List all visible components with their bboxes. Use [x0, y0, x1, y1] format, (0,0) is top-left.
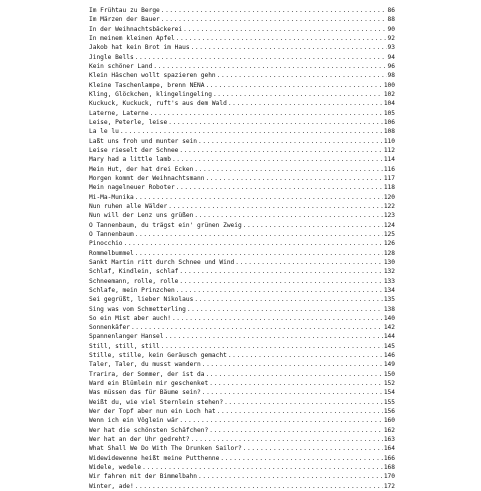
- toc-entry-title: Sankt Martin ritt durch Schnee und Wind: [89, 258, 235, 266]
- toc-entry: [89, 277, 395, 286]
- toc-entry: [89, 62, 395, 71]
- dot-leader: [194, 211, 383, 220]
- toc-entry-title: Wer hat an der Uhr gedreht?: [89, 436, 190, 444]
- toc-entry-title: Nun ruhen alle Wälder: [89, 202, 168, 210]
- toc-entry: [89, 388, 395, 397]
- toc-entry-page-number: 154: [383, 389, 395, 397]
- toc-entry-title: What Shall We Do With The Drunken Sailor?: [89, 445, 242, 453]
- toc-entry-page-number: 132: [383, 268, 395, 276]
- toc-entry-page-number: 162: [383, 426, 395, 434]
- toc-entry-page-number: 93: [387, 44, 395, 52]
- dot-leader: [235, 258, 383, 267]
- toc-entry-title: Ward ein Blümlein mir geschenket: [89, 380, 209, 388]
- toc-entry-title: Wenn ich ein Vöglein wär: [89, 417, 179, 425]
- toc-entry: [89, 183, 395, 192]
- toc-entry-page-number: 168: [383, 464, 395, 472]
- toc-entry-title: In der Weihnachtsbäckerei: [89, 25, 183, 33]
- dot-leader: [224, 398, 383, 407]
- toc-entry-page-number: 150: [383, 370, 395, 378]
- toc-entry: [89, 249, 395, 258]
- toc-entry-title: Klein Häschen wollt spazieren gehn: [89, 72, 216, 80]
- toc-entry-page-number: 100: [383, 81, 395, 89]
- dot-leader: [161, 6, 387, 15]
- dot-leader: [194, 165, 383, 174]
- toc-entry: [89, 360, 395, 369]
- toc-entry-title: Laßt uns froh und munter sein: [89, 137, 198, 145]
- toc-entry-page-number: 96: [387, 62, 395, 70]
- toc-entry-page-number: 152: [383, 380, 395, 388]
- toc-entry-title: Stille, stille, kein Geräusch gemacht: [89, 352, 227, 360]
- dot-leader: [161, 15, 387, 24]
- toc-entry: [89, 258, 395, 267]
- dot-leader: [194, 295, 383, 304]
- toc-entry-page-number: 88: [387, 16, 395, 24]
- toc-entry-page-number: 138: [383, 305, 395, 313]
- toc-entry-title: Mein nagelneuer Roboter: [89, 184, 175, 192]
- toc-entry: [89, 463, 395, 472]
- dot-leader: [202, 388, 383, 397]
- toc-entry-page-number: 163: [383, 436, 395, 444]
- dot-leader: [135, 193, 383, 202]
- toc-entry-title: Kling, Glöckchen, klingelingeling: [89, 90, 212, 98]
- toc-entry: [89, 193, 395, 202]
- dot-leader: [205, 81, 382, 90]
- toc-entry: [89, 146, 395, 155]
- dot-leader: [228, 99, 383, 108]
- toc-entry: [89, 323, 395, 332]
- toc-entry-title: Taler, Taler, du musst wandern: [89, 361, 201, 369]
- toc-entry: [89, 99, 395, 108]
- dot-leader: [217, 71, 387, 80]
- toc-entry-page-number: 124: [383, 221, 395, 229]
- dot-leader: [135, 53, 387, 62]
- toc-entry-page-number: 98: [387, 72, 395, 80]
- toc-entry-page-number: 104: [383, 100, 395, 108]
- toc-entry-page-number: 110: [383, 137, 395, 145]
- dot-leader: [124, 239, 383, 248]
- toc-entry-page-number: 123: [383, 212, 395, 220]
- toc-entry: [89, 6, 395, 15]
- dot-leader: [135, 230, 383, 239]
- toc-entry-page-number: 120: [383, 193, 395, 201]
- toc-entry: [89, 239, 395, 248]
- toc-entry-page-number: 117: [383, 174, 395, 182]
- dot-leader: [179, 146, 382, 155]
- dot-leader: [243, 221, 383, 230]
- dot-leader: [202, 360, 383, 369]
- toc-entry-page-number: 135: [383, 296, 395, 304]
- dot-leader: [165, 332, 383, 341]
- toc-entry: [89, 426, 395, 435]
- toc-entry-page-number: 166: [383, 454, 395, 462]
- toc-entry: [89, 137, 395, 146]
- dot-leader: [179, 267, 382, 276]
- toc-entry-page-number: 114: [383, 156, 395, 164]
- toc-entry: [89, 435, 395, 444]
- toc-entry: [89, 407, 395, 416]
- dot-leader: [209, 379, 383, 388]
- toc-entry-title: Jingle Bells: [89, 53, 134, 61]
- toc-entry: [89, 314, 395, 323]
- toc-entry: [89, 43, 395, 52]
- toc-entry-page-number: 118: [383, 184, 395, 192]
- dot-leader: [213, 90, 383, 99]
- dot-leader: [191, 435, 383, 444]
- dot-leader: [153, 62, 386, 71]
- dot-leader: [176, 183, 383, 192]
- toc-entry-page-number: 156: [383, 408, 395, 416]
- toc-entry: [89, 90, 395, 99]
- toc-entry: [89, 165, 395, 174]
- toc-entry-title: Laterne, Laterne: [89, 109, 149, 117]
- toc-entry-title: Sonnenkäfer: [89, 324, 130, 332]
- toc-entry: [89, 267, 395, 276]
- toc-entry-title: Schlafe, mein Prinzchen: [89, 286, 175, 294]
- dot-leader: [168, 118, 383, 127]
- toc-entry: [89, 34, 395, 43]
- toc-entry-title: La le lu: [89, 128, 119, 136]
- toc-entry: [89, 15, 395, 24]
- toc-entry-title: In meinem kleinen Apfel: [89, 34, 175, 42]
- dot-leader: [228, 351, 383, 360]
- dot-leader: [220, 454, 382, 463]
- toc-entry-page-number: 142: [383, 324, 395, 332]
- toc-entry: [89, 109, 395, 118]
- dot-leader: [209, 426, 383, 435]
- toc-entry: [89, 416, 395, 425]
- dot-leader: [176, 34, 387, 43]
- toc-entry-title: Wer hat die schönsten Schäfchen?: [89, 426, 209, 434]
- dot-leader: [179, 277, 382, 286]
- toc-entry: [89, 127, 395, 136]
- toc-entry: [89, 351, 395, 360]
- toc-entry-page-number: 133: [383, 277, 395, 285]
- toc-entry-title: Mary had a little lamb: [89, 156, 171, 164]
- dot-leader: [135, 249, 383, 258]
- toc-entry-title: Rommelbummel: [89, 249, 134, 257]
- toc-entry-page-number: 134: [383, 286, 395, 294]
- dot-leader: [191, 43, 387, 52]
- toc-entry-title: So ein Mist aber auch!: [89, 314, 171, 322]
- toc-entry: [89, 221, 395, 230]
- toc-entry-title: Nun will der Lenz uns grüßen: [89, 212, 194, 220]
- toc-entry-title: Kleine Taschenlampe, brenn NENA: [89, 81, 205, 89]
- dot-leader: [187, 305, 383, 314]
- toc-entry: [89, 71, 395, 80]
- toc-entry-page-number: 126: [383, 240, 395, 248]
- toc-entry-page-number: 86: [387, 7, 395, 14]
- toc-entry-title: Leise rieselt der Schnee: [89, 146, 179, 154]
- toc-entry-page-number: 130: [383, 258, 395, 266]
- toc-entry-page-number: 140: [383, 314, 395, 322]
- toc-entry-title: Weißt du, wie viel Sternlein stehen?: [89, 398, 224, 406]
- toc-entry-title: Mein Hut, der hat drei Ecken: [89, 165, 194, 173]
- toc-entry-title: Trarira, der Sommer, der ist da: [89, 370, 205, 378]
- dot-leader: [168, 202, 383, 211]
- toc-entry-page-number: 94: [387, 53, 395, 61]
- dot-leader: [198, 472, 383, 481]
- toc-entry-title: Kuckuck, Kuckuck, ruft's aus dem Wald: [89, 100, 227, 108]
- toc-entry: [89, 295, 395, 304]
- toc-entry-title: Sing was vom Schmetterling: [89, 305, 186, 313]
- toc-entry-title: Schlaf, Kindlein, schlaf: [89, 268, 179, 276]
- toc-entry: [89, 398, 395, 407]
- toc-entry: [89, 174, 395, 183]
- table-of-contents: [89, 6, 395, 491]
- toc-entry-page-number: 170: [383, 473, 395, 481]
- toc-entry-title: Still, still, still: [89, 342, 160, 350]
- toc-entry-title: Winter, ade!: [89, 482, 134, 490]
- dot-leader: [198, 137, 383, 146]
- toc-entry-page-number: 105: [383, 109, 395, 117]
- dot-leader: [243, 444, 383, 453]
- dot-leader: [135, 482, 383, 491]
- dot-leader: [120, 127, 383, 136]
- toc-entry-page-number: 144: [383, 333, 395, 341]
- toc-entry-page-number: 112: [383, 146, 395, 154]
- toc-entry-title: Im Märzen der Bauer: [89, 16, 160, 24]
- toc-entry-title: Morgen kommt der Weihnachtsmann: [89, 174, 205, 182]
- toc-entry-title: O Tannenbaum: [89, 230, 134, 238]
- toc-entry-title: Im Frühtau zu Berge: [89, 7, 160, 14]
- toc-entry: [89, 53, 395, 62]
- toc-entry: [89, 25, 395, 34]
- toc-entry-title: Was müssen das für Bäume sein?: [89, 389, 201, 397]
- toc-entry: [89, 81, 395, 90]
- toc-entry-title: Pinocchio: [89, 240, 123, 248]
- dot-leader: [172, 155, 383, 164]
- toc-entry: [89, 286, 395, 295]
- toc-entry: [89, 211, 395, 220]
- toc-entry-title: Kein schöner Land: [89, 62, 153, 70]
- toc-entry-title: Jakob hat kein Brot im Haus: [89, 44, 190, 52]
- dot-leader: [176, 286, 383, 295]
- toc-entry: [89, 202, 395, 211]
- toc-entry: [89, 332, 395, 341]
- toc-entry-title: Wir fahren mit der Bimmelbahn: [89, 473, 198, 481]
- toc-entry-title: Wer der Topf aber nun ein Loch hat: [89, 408, 216, 416]
- toc-entry-page-number: 164: [383, 445, 395, 453]
- toc-entry-page-number: 149: [383, 361, 395, 369]
- toc-entry-title: Widele, wedele: [89, 464, 142, 472]
- toc-entry-page-number: 160: [383, 417, 395, 425]
- toc-entry-page-number: 122: [383, 202, 395, 210]
- dot-leader: [161, 342, 383, 351]
- toc-entry: [89, 370, 395, 379]
- toc-entry: [89, 482, 395, 491]
- toc-entry: [89, 342, 395, 351]
- toc-entry-title: Schneemann, rolle, rolle: [89, 277, 179, 285]
- toc-entry: [89, 155, 395, 164]
- toc-entry: [89, 230, 395, 239]
- dot-leader: [205, 370, 382, 379]
- dot-leader: [205, 174, 382, 183]
- toc-entry-page-number: 106: [383, 118, 395, 126]
- toc-entry-page-number: 102: [383, 90, 395, 98]
- dot-leader: [131, 323, 383, 332]
- toc-entry-page-number: 108: [383, 128, 395, 136]
- toc-entry-title: O Tannenbaum, du trägst ein' grünen Zweig: [89, 221, 242, 229]
- toc-entry-page-number: 90: [387, 25, 395, 33]
- toc-entry-page-number: 125: [383, 230, 395, 238]
- dot-leader: [183, 25, 386, 34]
- toc-entry-page-number: 146: [383, 352, 395, 360]
- toc-entry-page-number: 116: [383, 165, 395, 173]
- toc-entry-page-number: 155: [383, 398, 395, 406]
- toc-entry-title: Mi-Ma-Munika: [89, 193, 134, 201]
- toc-entry-page-number: 92: [387, 34, 395, 42]
- toc-entry-title: Spannenlanger Hansel: [89, 333, 164, 341]
- toc-entry-title: Leise, Peterle, leise: [89, 118, 168, 126]
- dot-leader: [142, 463, 383, 472]
- toc-entry: [89, 305, 395, 314]
- toc-entry-page-number: 145: [383, 342, 395, 350]
- dot-leader: [172, 314, 383, 323]
- toc-entry-page-number: 172: [383, 482, 395, 490]
- toc-entry: [89, 454, 395, 463]
- toc-entry: [89, 472, 395, 481]
- toc-entry-title: Widewidewenne heißt meine Putthenne: [89, 454, 220, 462]
- toc-entry: [89, 118, 395, 127]
- dot-leader: [217, 407, 383, 416]
- toc-entry-page-number: 128: [383, 249, 395, 257]
- dot-leader: [179, 416, 382, 425]
- toc-entry: [89, 444, 395, 453]
- toc-entry: [89, 379, 395, 388]
- dot-leader: [150, 109, 383, 118]
- toc-entry-title: Sei gegrüßt, lieber Nikolaus: [89, 296, 194, 304]
